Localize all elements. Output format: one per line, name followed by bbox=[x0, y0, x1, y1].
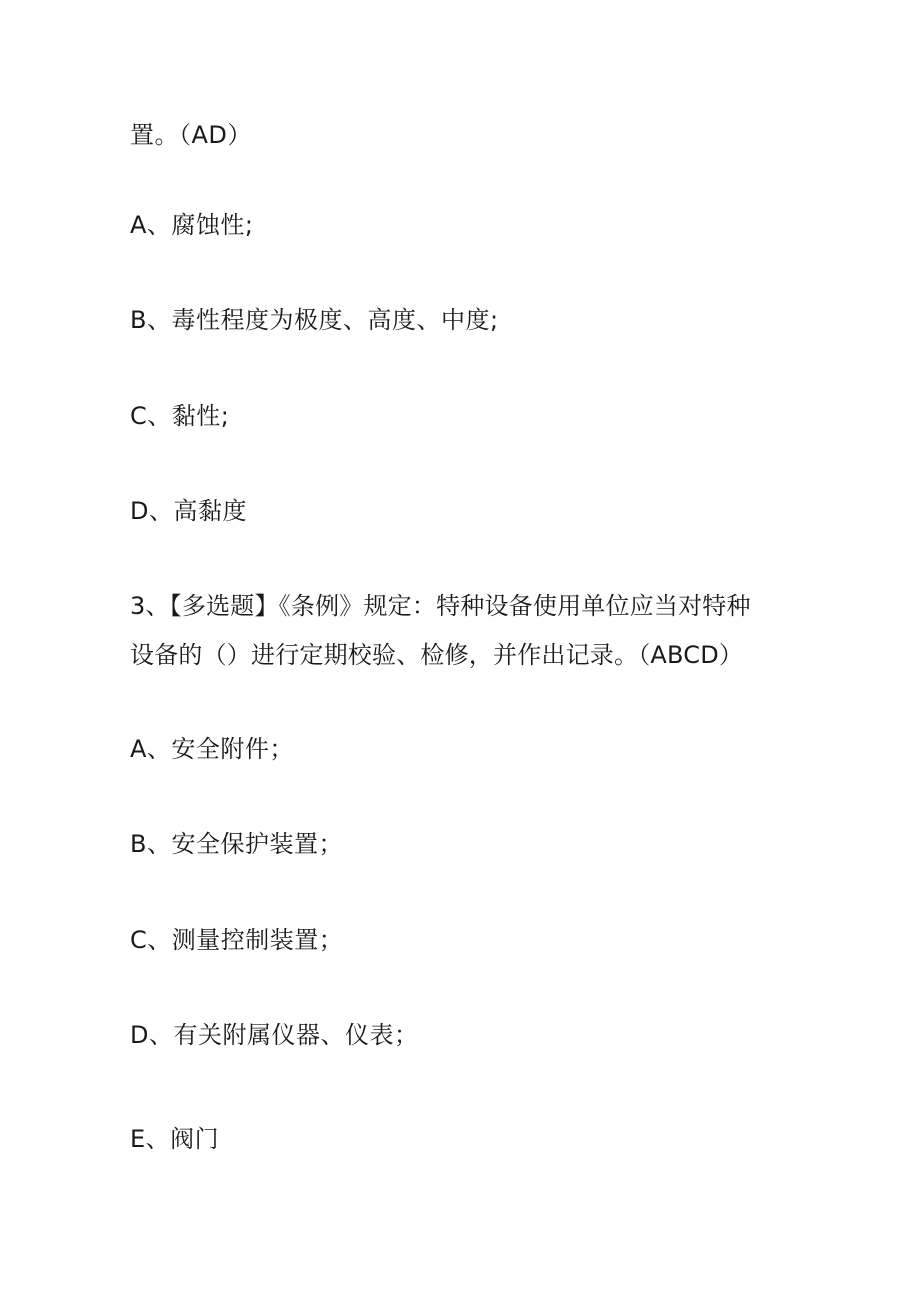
question-3-stem-line-1: 3、【多选题】《条例》规定：特种设备使用单位应当对特种 bbox=[130, 592, 751, 620]
question-3-option-d: D、有关附属仪器、仪表； bbox=[130, 1021, 419, 1049]
question-3-option-e: E、阀门 bbox=[130, 1125, 220, 1153]
question-2-stem-tail: 置。（AD） bbox=[130, 121, 252, 149]
question-3-option-a: A、安全附件； bbox=[130, 735, 294, 763]
question-2-option-b: B、毒性程度为极度、高度、中度; bbox=[130, 306, 499, 334]
question-2-option-a: A、腐蚀性; bbox=[130, 211, 254, 239]
question-3-option-b: B、安全保护装置； bbox=[130, 830, 343, 858]
question-2-option-d: D、高黏度 bbox=[130, 497, 247, 525]
question-3-stem-line-2: 设备的（）进行定期校验、检修，并作出记录。（ABCD） bbox=[130, 641, 744, 669]
question-2-option-c: C、黏性; bbox=[130, 402, 230, 430]
question-3-option-c: C、测量控制装置； bbox=[130, 926, 344, 954]
